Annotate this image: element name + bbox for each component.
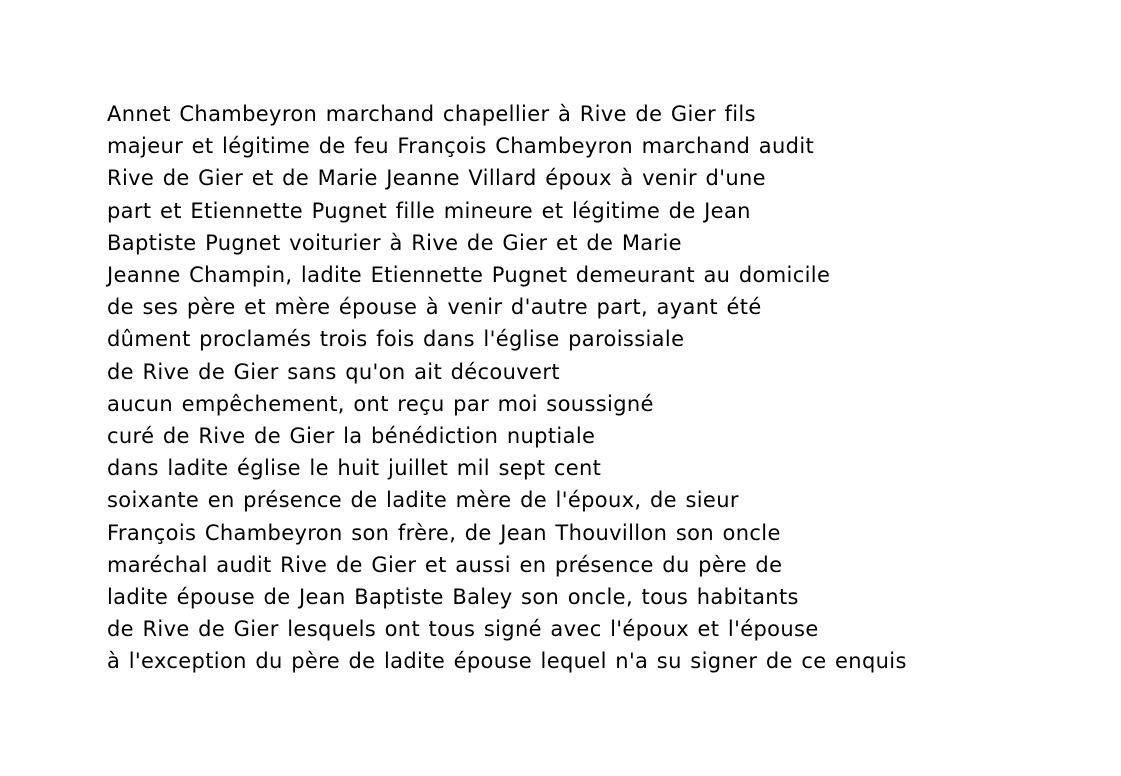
text-line: curé de Rive de Gier la bénédiction nuptiale — [107, 424, 596, 449]
text-line: dûment proclamés trois fois dans l'église paroissiale — [107, 327, 685, 352]
text-line: majeur et légitime de feu François Chambeyron marchand audit — [107, 134, 815, 159]
text-line: Rive de Gier et de Marie Jeanne Villard époux à venir d'une — [107, 166, 766, 191]
text-line: aucun empêchement, ont reçu par moi soussigné — [107, 391, 654, 416]
text-line: part et Etiennette Pugnet fille mineure et légitime de Jean — [107, 198, 751, 223]
document-text — [107, 98, 1097, 678]
text-line: Annet Chambeyron marchand chapellier à Rive de Gier fils — [107, 102, 756, 126]
text-line: de Rive de Gier lesquels ont tous signé avec l'époux et l'épouse — [107, 617, 819, 642]
text-line: maréchal audit Rive de Gier et aussi en présence du père de — [107, 552, 783, 577]
text-line: Baptiste Pugnet voiturier à Rive de Gier et de Marie — [107, 230, 682, 255]
text-line: à l'exception du père de ladite épouse lequel n'a su signer de ce enquis — [107, 649, 907, 674]
text-line: ladite épouse de Jean Baptiste Baley son oncle, tous habitants — [107, 585, 799, 610]
text-line: Jeanne Champin, ladite Etiennette Pugnet demeurant au domicile — [107, 263, 831, 288]
text-line: de Rive de Gier sans qu'on ait découvert — [107, 359, 560, 384]
text-line: dans ladite église le huit juillet mil sept cent — [107, 456, 602, 481]
text-line: de ses père et mère épouse à venir d'autre part, ayant été — [107, 295, 762, 320]
text-line: François Chambeyron son frère, de Jean Thouvillon son oncle — [107, 520, 781, 545]
text-line: soixante en présence de ladite mère de l'époux, de sieur — [107, 488, 739, 513]
